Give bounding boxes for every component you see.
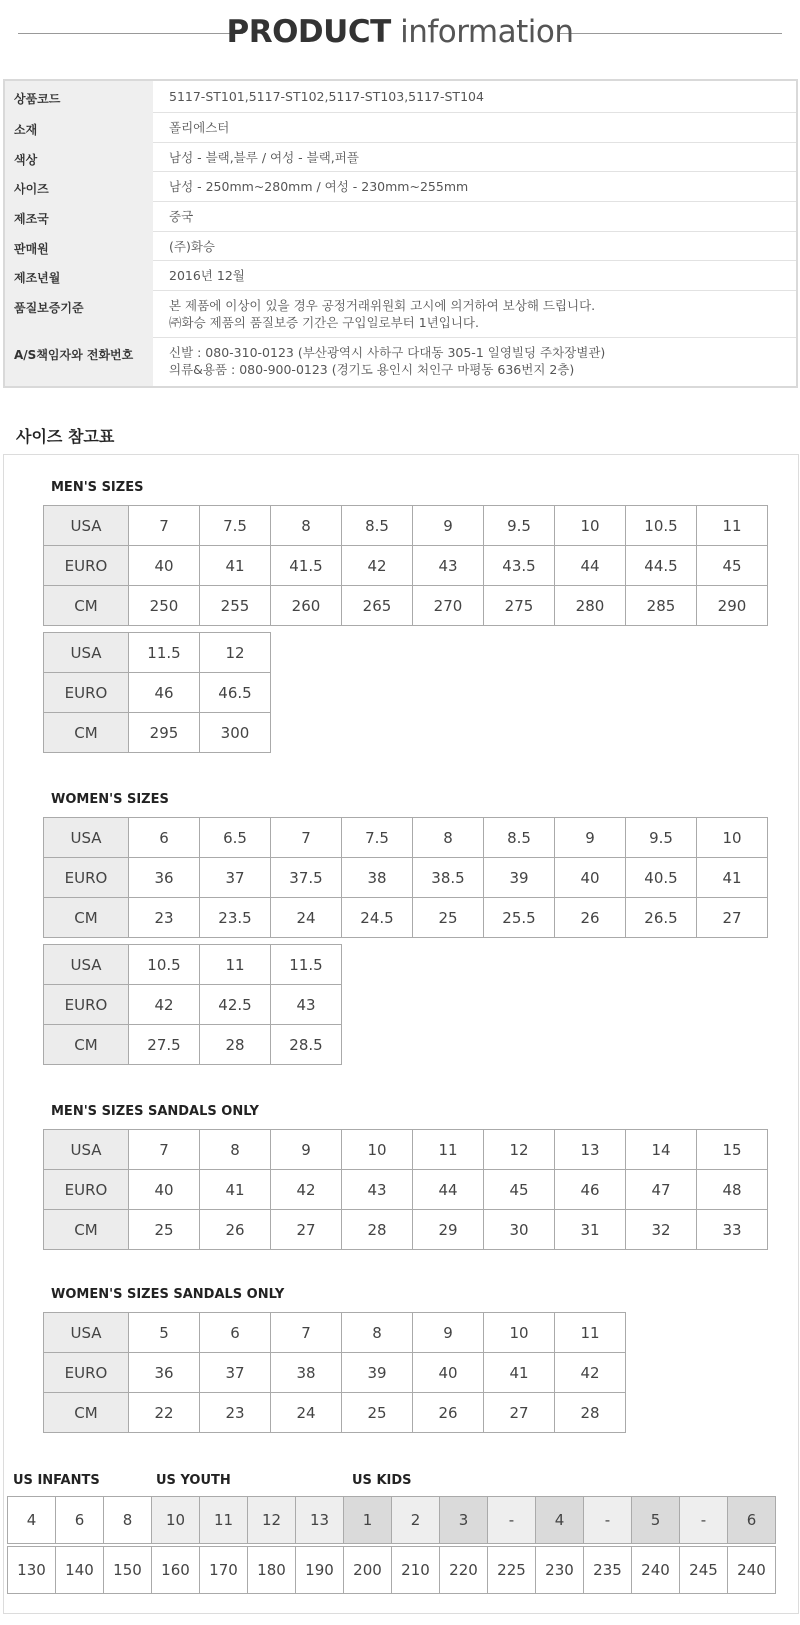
size-cell: 13 [555,1130,626,1170]
size-row-label: CM [44,713,129,753]
info-value: 본 제품에 이상이 있을 경우 공정거래위원회 고시에 의거하여 보상해 드립니다. [169,298,596,313]
size-cell: 24.5 [342,898,413,938]
kids-mm-cell: 230 [536,1547,584,1594]
info-value: (주)화승 [169,239,215,254]
size-cell: 12 [484,1130,555,1170]
size-cell: 48 [697,1170,768,1210]
size-cell: 46.5 [200,673,271,713]
size-cell: 36 [129,858,200,898]
info-label: A/S책임자와 전화번호 [14,348,134,362]
size-cell: 26 [555,898,626,938]
size-cell: 6.5 [200,818,271,858]
size-cell: 9.5 [484,506,555,546]
size-cell: 42 [342,546,413,586]
size-row-cm [44,1393,626,1433]
size-row-label: CM [44,898,129,938]
size-cell: 25.5 [484,898,555,938]
info-row [5,112,796,143]
size-cell: 42 [271,1170,342,1210]
info-row [5,337,796,386]
size-row-label: USA [44,506,129,546]
size-cell: 43.5 [484,546,555,586]
kids-us-cell: 12 [248,1497,296,1544]
kids-us-cell: 1 [344,1497,392,1544]
size-cell: 28 [555,1393,626,1433]
size-table [43,817,768,938]
size-cell: 38 [271,1353,342,1393]
kids-mm-cell: 150 [104,1547,152,1594]
size-table [43,1129,768,1250]
info-row [5,201,796,232]
size-cell: 45 [484,1170,555,1210]
size-row-euro [44,858,768,898]
size-cell: 8 [342,1313,413,1353]
size-cell: 43 [413,546,484,586]
size-cell: 25 [129,1210,200,1250]
size-row-usa [44,633,271,673]
size-cell: 7.5 [200,506,271,546]
size-cell: 24 [271,1393,342,1433]
kids-mm-cell: 170 [200,1547,248,1594]
size-row-euro [44,1170,768,1210]
size-row-usa [44,945,342,985]
size-row-label: USA [44,818,129,858]
size-cell: 7 [129,506,200,546]
info-label: 제조년월 [14,271,61,285]
size-cell: 9 [413,1313,484,1353]
size-cell: 270 [413,586,484,626]
size-cell: 44.5 [626,546,697,586]
info-label: 상품코드 [14,92,61,106]
size-cell: 41 [484,1353,555,1393]
size-row-label: EURO [44,1353,129,1393]
kids-title-kids: US KIDS [352,1473,412,1488]
size-row-label: EURO [44,1170,129,1210]
size-cell: 28.5 [271,1025,342,1065]
info-value-block [169,297,595,331]
size-group-title: WOMEN'S SIZES SANDALS ONLY [51,1287,285,1302]
size-chart-title: 사이즈 참고표 [16,427,115,446]
kids-us-cell: 3 [440,1497,488,1544]
size-cell: 47 [626,1170,697,1210]
size-cell: 10 [484,1313,555,1353]
size-row-euro [44,546,768,586]
info-row [5,260,796,291]
kids-us-cell: 13 [296,1497,344,1544]
size-cell: 23 [200,1393,271,1433]
size-cell: 41 [200,1170,271,1210]
size-row-usa [44,1313,626,1353]
kids-mm-size-table [7,1546,776,1594]
info-value-block [169,344,605,378]
size-cell: 40 [555,858,626,898]
size-cell: 44 [555,546,626,586]
size-cell: 10 [697,818,768,858]
size-cell: 7 [129,1130,200,1170]
size-cell: 27 [484,1393,555,1433]
size-row-label: EURO [44,673,129,713]
size-cell: 31 [555,1210,626,1250]
size-cell: 23 [129,898,200,938]
size-cell: 8 [271,506,342,546]
size-row-label: USA [44,1130,129,1170]
size-group-title: WOMEN'S SIZES [51,792,169,807]
size-cell: 10.5 [626,506,697,546]
size-cell: 6 [200,1313,271,1353]
kids-mm-cell: 235 [584,1547,632,1594]
kids-mm-cell: 245 [680,1547,728,1594]
size-cell: 11.5 [129,633,200,673]
size-cell: 9 [271,1130,342,1170]
info-value: 2016년 12월 [169,268,245,283]
size-cell: 28 [342,1210,413,1250]
info-value: 남성 - 블랙,블루 / 여성 - 블랙,퍼플 [169,150,359,165]
size-group-title: MEN'S SIZES SANDALS ONLY [51,1104,259,1119]
size-cell: 30 [484,1210,555,1250]
size-cell: 40 [413,1353,484,1393]
size-cell: 27.5 [129,1025,200,1065]
size-cell: 11 [555,1313,626,1353]
size-row-label: USA [44,633,129,673]
size-cell: 33 [697,1210,768,1250]
size-cell: 28 [200,1025,271,1065]
size-cell: 7 [271,1313,342,1353]
info-row [5,81,796,113]
size-cell: 280 [555,586,626,626]
kids-mm-cell: 160 [152,1547,200,1594]
info-label: 사이즈 [14,182,49,196]
size-row-label: EURO [44,985,129,1025]
size-row-cm [44,586,768,626]
size-table [43,632,271,753]
size-cell: 39 [342,1353,413,1393]
size-cell: 8.5 [342,506,413,546]
kids-us-cell: 2 [392,1497,440,1544]
kids-mm-cell: 225 [488,1547,536,1594]
size-cell: 265 [342,586,413,626]
header [0,0,800,62]
size-cell: 8.5 [484,818,555,858]
kids-us-cell: - [488,1497,536,1544]
size-cell: 290 [697,586,768,626]
kids-mm-cell: 140 [56,1547,104,1594]
info-value: 신발 : 080-310-0123 (부산광역시 사하구 다대동 305-1 일영빌딩 주차장별관) [169,345,606,360]
size-cell: 40.5 [626,858,697,898]
size-row-cm [44,713,271,753]
kids-mm-cell: 220 [440,1547,488,1594]
info-value: 5117-ST101,5117-ST102,5117-ST103,5117-ST104 [169,89,484,104]
size-table [43,1312,626,1433]
size-row-euro [44,985,342,1025]
size-row-cm [44,898,768,938]
info-row [5,171,796,202]
size-cell: 26.5 [626,898,697,938]
size-cell: 43 [342,1170,413,1210]
kids-us-cell: 11 [200,1497,248,1544]
info-value: 남성 - 250mm~280mm / 여성 - 230mm~255mm [169,179,469,194]
size-cell: 10.5 [129,945,200,985]
kids-us-cell: 4 [536,1497,584,1544]
size-row-label: EURO [44,546,129,586]
kids-us-cell: - [680,1497,728,1544]
size-cell: 12 [200,633,271,673]
size-cell: 44 [413,1170,484,1210]
size-cell: 275 [484,586,555,626]
size-row-usa [44,506,768,546]
kids-mm-cell: 240 [728,1547,776,1594]
size-cell: 27 [271,1210,342,1250]
size-cell: 11 [697,506,768,546]
product-info-table [3,79,798,388]
info-row [5,231,796,261]
size-row-label: CM [44,1210,129,1250]
size-row-usa [44,818,768,858]
size-cell: 25 [413,898,484,938]
kids-mm-cell: 200 [344,1547,392,1594]
kids-us-cell: 5 [632,1497,680,1544]
size-cell: 10 [555,506,626,546]
size-cell: 7.5 [342,818,413,858]
size-cell: 39 [484,858,555,898]
info-value: 폴리에스터 [169,120,230,135]
title-bold: PRODUCT [226,14,391,50]
info-value-line2: ㈜화승 제품의 품질보증 기간은 구입일로부터 1년입니다. [169,315,479,330]
size-cell: 9.5 [626,818,697,858]
size-cell: 260 [271,586,342,626]
size-cell: 42 [129,985,200,1025]
size-row-euro [44,673,271,713]
size-cell: 38.5 [413,858,484,898]
size-cell: 29 [413,1210,484,1250]
size-cell: 11 [413,1130,484,1170]
size-cell: 45 [697,546,768,586]
info-label: 소재 [14,123,38,137]
kids-title-infants: US INFANTS [13,1473,100,1488]
size-cell: 43 [271,985,342,1025]
kids-us-cell: 10 [152,1497,200,1544]
size-cell: 46 [129,673,200,713]
size-cell: 11 [200,945,271,985]
size-cell: 37.5 [271,858,342,898]
info-row [5,142,796,172]
kids-us-cell: 4 [8,1497,56,1544]
page-title [0,14,800,50]
kids-mm-cell: 210 [392,1547,440,1594]
size-cell: 40 [129,546,200,586]
size-row-label: EURO [44,858,129,898]
size-table [43,944,342,1065]
size-cell: 22 [129,1393,200,1433]
size-cell: 6 [129,818,200,858]
size-cell: 42.5 [200,985,271,1025]
size-cell: 37 [200,1353,271,1393]
size-cell: 25 [342,1393,413,1433]
size-cell: 14 [626,1130,697,1170]
size-cell: 15 [697,1130,768,1170]
kids-us-cell: - [584,1497,632,1544]
size-row-cm [44,1210,768,1250]
info-value-line2: 의류&용품 : 080-900-0123 (경기도 용인시 처인구 마평동 636번지 2층) [169,362,575,377]
size-cell: 285 [626,586,697,626]
size-cell: 300 [200,713,271,753]
size-cell: 37 [200,858,271,898]
kids-us-cell: 8 [104,1497,152,1544]
size-group-title: MEN'S SIZES [51,480,144,495]
size-cell: 295 [129,713,200,753]
size-cell: 27 [697,898,768,938]
size-cell: 9 [413,506,484,546]
info-label: 판매원 [14,242,49,256]
size-cell: 5 [129,1313,200,1353]
size-row-label: CM [44,1393,129,1433]
size-cell: 24 [271,898,342,938]
info-label: 색상 [14,153,38,167]
size-table [43,505,768,626]
size-cell: 36 [129,1353,200,1393]
kids-us-size-table [7,1496,776,1544]
kids-us-cell: 6 [56,1497,104,1544]
size-row-label: USA [44,1313,129,1353]
size-cell: 26 [413,1393,484,1433]
size-cell: 7 [271,818,342,858]
size-cell: 255 [200,586,271,626]
info-row [5,290,796,338]
size-cell: 42 [555,1353,626,1393]
kids-title-youth: US YOUTH [156,1473,231,1488]
size-row-label: CM [44,586,129,626]
size-cell: 23.5 [200,898,271,938]
size-cell: 8 [413,818,484,858]
kids-mm-cell: 190 [296,1547,344,1594]
size-cell: 41 [200,546,271,586]
size-cell: 46 [555,1170,626,1210]
size-cell: 250 [129,586,200,626]
size-cell: 10 [342,1130,413,1170]
size-cell: 9 [555,818,626,858]
info-value: 중국 [169,209,194,224]
size-cell: 26 [200,1210,271,1250]
size-row-label: CM [44,1025,129,1065]
title-light: information [400,14,574,50]
size-cell: 38 [342,858,413,898]
kids-mm-cell: 130 [8,1547,56,1594]
size-row-usa [44,1130,768,1170]
size-cell: 8 [200,1130,271,1170]
size-cell: 40 [129,1170,200,1210]
size-cell: 32 [626,1210,697,1250]
size-row-euro [44,1353,626,1393]
kids-us-cell: 6 [728,1497,776,1544]
size-row-cm [44,1025,342,1065]
size-cell: 41.5 [271,546,342,586]
info-label: 품질보증기준 [14,301,84,315]
size-cell: 41 [697,858,768,898]
kids-mm-cell: 240 [632,1547,680,1594]
size-cell: 11.5 [271,945,342,985]
size-row-label: USA [44,945,129,985]
kids-mm-cell: 180 [248,1547,296,1594]
info-label: 제조국 [14,212,49,226]
